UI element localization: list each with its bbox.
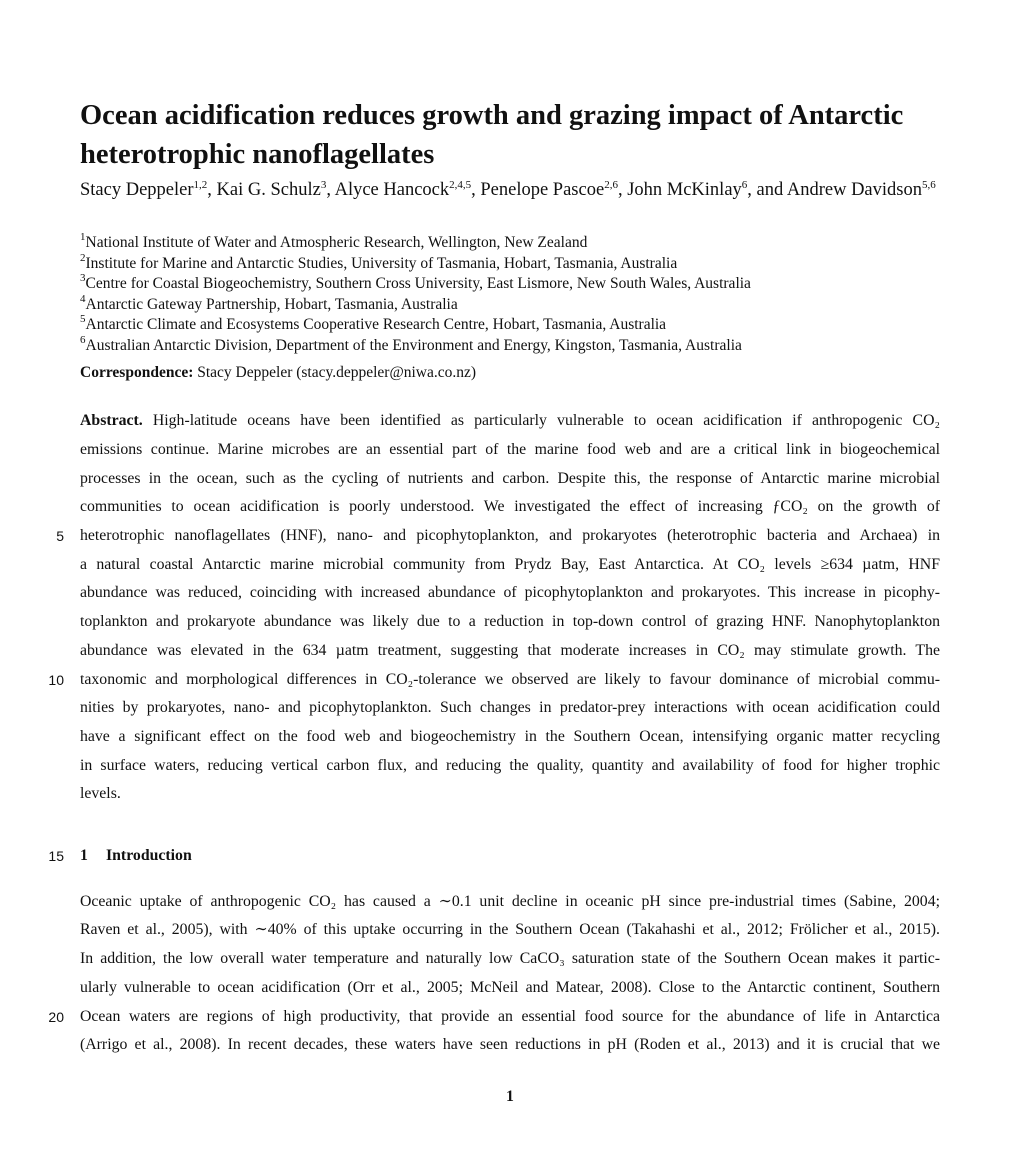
affiliation: [80, 292, 960, 316]
correspondence-text: Stacy Deppeler (stacy.deppeler@niwa.co.nz): [197, 364, 477, 381]
author-affiliation-marker: 2,4,5: [449, 179, 472, 191]
author-name: Penelope Pascoe: [480, 180, 605, 200]
author-name: Stacy Deppeler: [80, 180, 194, 200]
intro-line: Ocean waters are regions of high productivity, that provide an essential food source for the abundance of life in Antarctica: [80, 1008, 940, 1025]
author-separator: ,: [617, 180, 628, 200]
affiliation-text: Centre for Coastal Biogeochemistry, Southern Cross University, East Lismore, New South Wales, Australia: [85, 275, 751, 292]
abstract-line: Abstract. High-latitude oceans have been identified as particularly vulnerable to ocean acidification if anthropogenic CO₂: [80, 412, 940, 429]
abstract-line: processes in the ocean, such as the cycling of nutrients and carbon. Despite this, the response of Antarctic marine microbial: [80, 470, 940, 487]
abstract-line: communities to ocean acidification is poorly understood. We investigated the effect of increasing ƒCO₂ on the growth of: [80, 498, 940, 515]
line-number: 15: [48, 848, 64, 864]
author-separator: ,: [471, 180, 481, 200]
author-name: John McKinlay: [627, 180, 742, 200]
author-name: Andrew Davidson: [786, 180, 922, 200]
intro-line: Oceanic uptake of anthropogenic CO₂ has caused a ∼0.1 unit decline in oceanic pH since pre-industrial times (Sabine, 2004;: [80, 893, 940, 910]
abstract-line: abundance was reduced, coinciding with increased abundance of picophytoplankton and prokaryotes. This increase in picophy-: [80, 584, 940, 601]
line-number: 20: [48, 1009, 64, 1025]
affiliation-number: 4: [80, 292, 86, 305]
affiliation: [80, 251, 960, 275]
page-number: 1: [506, 1088, 514, 1105]
correspondence: [80, 363, 476, 383]
author-affiliation-marker: 2,6: [604, 179, 618, 191]
affiliation: [80, 315, 960, 336]
correspondence-label: Correspondence:: [80, 364, 194, 381]
abstract-line: in surface waters, reducing vertical carbon flux, and reducing the quality, quantity and availability of food for higher trophic: [80, 757, 940, 774]
section-heading: [80, 846, 192, 866]
author-affiliation-marker: 1,2: [193, 179, 208, 191]
line-number: 5: [56, 528, 64, 544]
abstract-line: emissions continue. Marine microbes are an essential part of the marine food web and are a critical link in biogeochemical: [80, 441, 940, 458]
affiliation-number: 5: [80, 313, 86, 325]
affiliation-number: 3: [80, 272, 86, 284]
intro-line: ularly vulnerable to ocean acidification (Orr et al., 2005; McNeil and Matear, 2008). Close to the Antarctic continent, Southern: [80, 979, 940, 996]
abstract-line: a natural coastal Antarctic marine microbial community from Prydz Bay, East Antarctica. At CO₂ levels ≥634 µatm, HNF: [80, 556, 940, 573]
abstract-label: Abstract.: [80, 412, 143, 429]
author-affiliation-marker: 3: [320, 179, 327, 191]
affiliation-text: Antarctic Gateway Partnership, Hobart, Tasmania, Australia: [85, 295, 458, 313]
line-number: 10: [48, 672, 64, 688]
intro-line: Raven et al., 2005), with ∼40% of this uptake occurring in the Southern Ocean (Takahashi et al., 2012; Frölicher et al., 2015).: [80, 921, 940, 938]
affiliation: [80, 274, 960, 295]
author-separator: , and: [747, 180, 787, 200]
author-name: Kai G. Schulz: [216, 180, 321, 200]
abstract-line: toplankton and prokaryote abundance was likely due to a reduction in top-down control of grazing HNF. Nanophytoplankton: [80, 613, 940, 630]
abstract-line: have a significant effect on the food web and biogeochemistry in the Southern Ocean, intensifying organic matter recycling: [80, 728, 940, 745]
intro-line: (Arrigo et al., 2008). In recent decades, these waters have seen reductions in pH (Roden et al., 2013) and it is crucial that we: [80, 1036, 940, 1053]
affiliation-number: 2: [80, 251, 86, 264]
author-separator: ,: [326, 180, 335, 200]
affiliation-number: 1: [80, 231, 86, 243]
abstract-line: abundance was elevated in the 634 µatm treatment, suggesting that moderate increases in CO₂ may stimulate growth. The: [80, 642, 940, 659]
affiliation-text: National Institute of Water and Atmospheric Research, Wellington, New Zealand: [85, 234, 588, 251]
affiliation-list: [80, 233, 960, 356]
abstract-line: nities by prokaryotes, nano- and picophytoplankton. Such changes in predator-prey interactions with ocean acidification could: [80, 699, 940, 716]
intro-line: In addition, the low overall water temperature and naturally low CaCO₃ saturation state of the Southern Ocean makes it partic-: [80, 950, 940, 967]
abstract-line: heterotrophic nanoflagellates (HNF), nano- and picophytoplankton, and prokaryotes (heterotrophic bacteria and Archaea) in: [80, 527, 940, 544]
abstract-line: levels.: [80, 785, 121, 802]
affiliation-number: 6: [80, 333, 86, 346]
affiliation-text: Antarctic Climate and Ecosystems Cooperative Research Centre, Hobart, Tasmania, Australia: [85, 316, 667, 333]
affiliation-text: Australian Antarctic Division, Department of the Environment and Energy, Kingston, Tasmania, Australia: [85, 336, 742, 354]
author-list: [80, 178, 960, 203]
section-title: Introduction: [106, 847, 192, 864]
author-affiliation-marker: 5,6: [922, 179, 936, 191]
abstract-line: taxonomic and morphological differences in CO₂-tolerance we observed are likely to favour dominance of microbial commu-: [80, 671, 940, 688]
author-affiliation-marker: 6: [741, 179, 748, 191]
section-number: 1: [80, 847, 88, 864]
author-name: Alyce Hancock: [334, 180, 450, 200]
affiliation: [80, 233, 960, 254]
affiliation: [80, 333, 960, 357]
paper-title: Ocean acidification reduces growth and grazing impact of Antarctic heterotrophic nanoflagellates: [80, 100, 904, 170]
affiliation-text: Institute for Marine and Antarctic Studies, University of Tasmania, Hobart, Tasmania, Australia: [85, 254, 678, 272]
author-separator: ,: [207, 180, 217, 200]
